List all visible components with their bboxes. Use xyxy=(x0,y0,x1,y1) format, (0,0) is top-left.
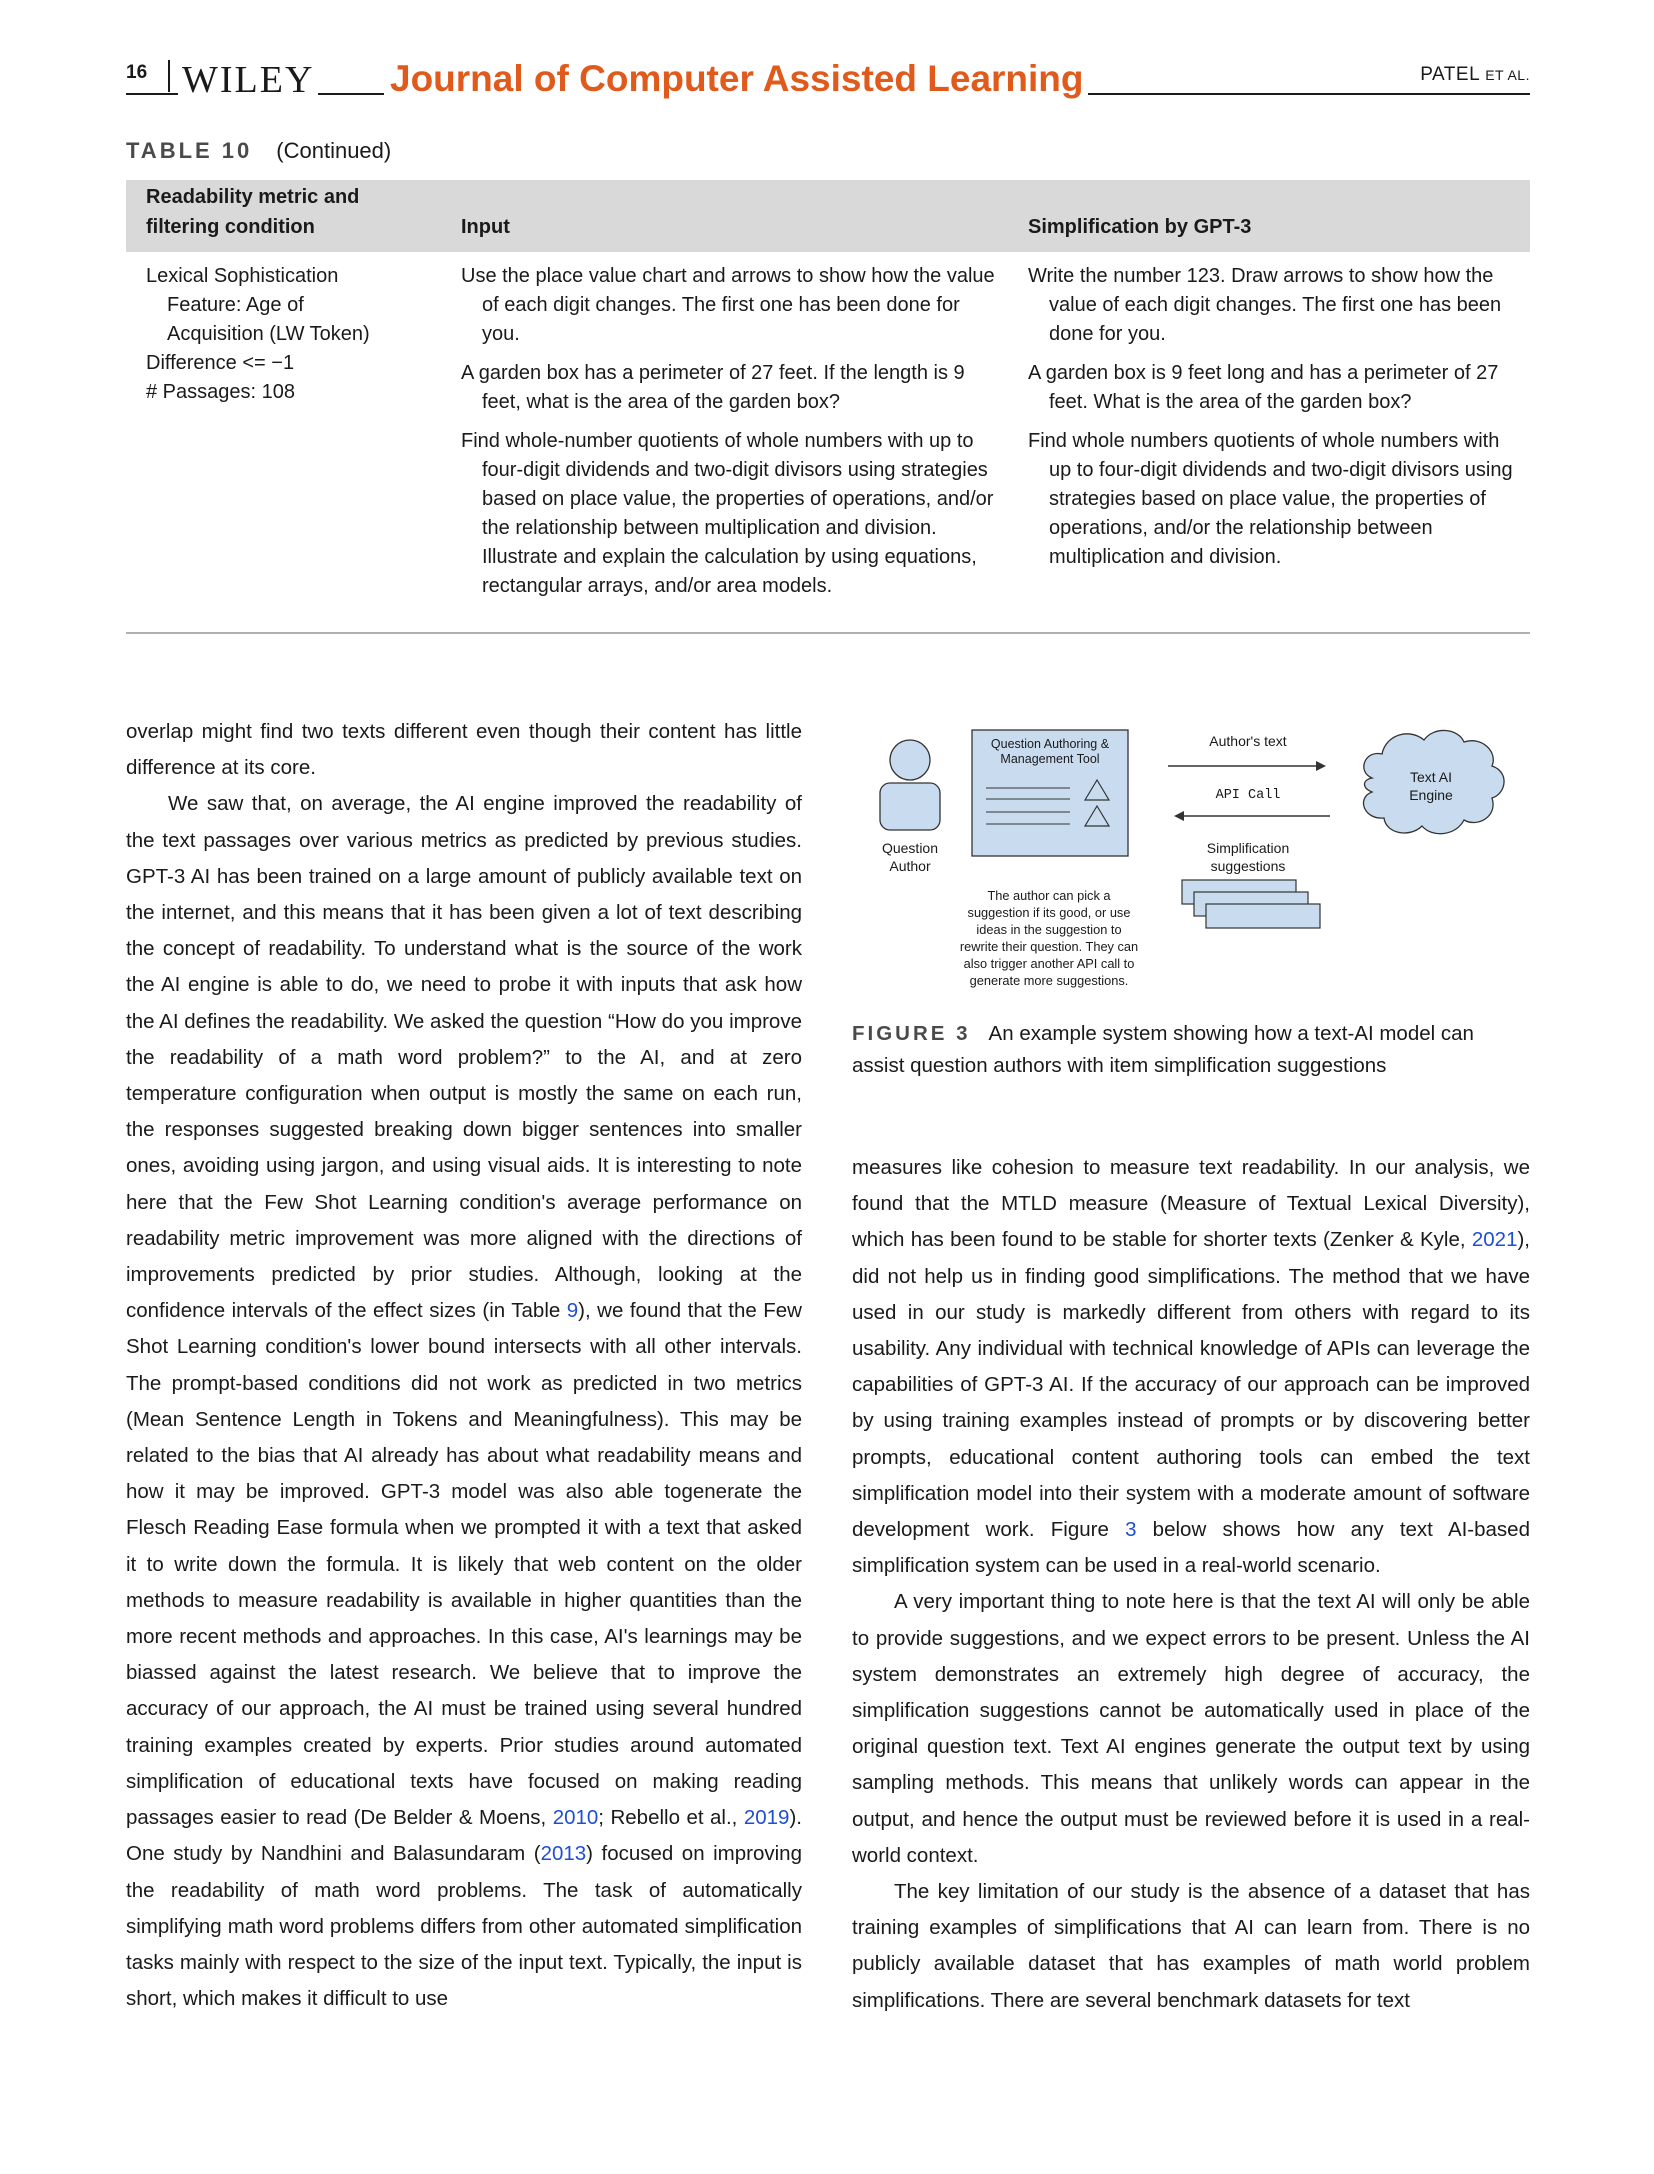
api-call-label: API Call xyxy=(1215,788,1281,803)
citation-link[interactable]: 2021 xyxy=(1471,1228,1518,1252)
tool-title: Question Authoring & xyxy=(990,737,1110,751)
note-line: generate more suggestions. xyxy=(969,973,1129,988)
figure-ref-link[interactable]: 3 xyxy=(1125,1518,1137,1542)
paragraph: A very important thing to note here is that the text AI will only be able to provide suggestions, and we expect errors to be present. Unless the AI system demonstrates an extremely high degree of accuracy, the simplification suggestions cannot be automatically used in place of the original question text. Text AI engines generate the output text by using sampling methods. This means that unlikely words can appear in the output, and hence the output must be reviewed before it is used in a real-world context. xyxy=(852,1590,1530,1867)
running-head: PATEL ET AL. xyxy=(1420,64,1530,85)
author-head-icon xyxy=(890,740,930,780)
engine-label: Engine xyxy=(1409,787,1453,803)
author-body-icon xyxy=(880,783,940,830)
engine-label: Text AI xyxy=(1409,769,1453,785)
table-header-input: Input xyxy=(461,216,510,238)
table-label: TABLE 10 xyxy=(126,138,253,163)
suggestions-label: Simplification xyxy=(1206,840,1290,856)
page-number: 16 xyxy=(126,62,148,83)
table-ref-link[interactable]: 9 xyxy=(566,1299,579,1323)
tool-title: Management Tool xyxy=(1000,752,1100,766)
table-caption: (Continued) xyxy=(276,138,392,163)
note-line: rewrite their question. They can xyxy=(959,939,1139,954)
citation-link[interactable]: 2019 xyxy=(743,1806,790,1830)
simplification-item: Find whole numbers quotients of whole numbers with up to four-digit dividends and two-digit divisors using strategies based on place value, the properties of operations, and/or the relationship between multiplication and division. xyxy=(1028,430,1513,568)
table xyxy=(126,180,1530,704)
table-header-condition: Readability metric and filtering condition xyxy=(146,186,360,238)
note-line: The author can pick a xyxy=(987,888,1111,903)
simplification-item: A garden box is 9 feet long and has a perimeter of 27 feet. What is the area of the garden box? xyxy=(1028,362,1499,413)
input-item: A garden box has a perimeter of 27 feet. If the length is 9 feet, what is the area of the garden box? xyxy=(461,362,965,413)
citation-link[interactable]: 2010 xyxy=(552,1806,599,1830)
input-item: Use the place value chart and arrows to show how the value of each digit changes. The first one has been done for you. xyxy=(461,265,995,345)
table-title xyxy=(126,138,391,164)
authors-text-label: Author's text xyxy=(1209,733,1287,749)
table-cell-condition: Lexical Sophistication Feature: Age of Acquisition (LW Token) Difference <= −1 # Passages: 108 xyxy=(146,265,370,403)
simplification-item: Write the number 123. Draw arrows to show how the value of each digit changes. The first one has been done for you. xyxy=(1028,265,1502,345)
system-diagram xyxy=(852,720,1530,1020)
page-header xyxy=(126,58,1530,102)
figure-label: FIGURE 3 xyxy=(852,1022,971,1045)
publisher-logo: WILEY xyxy=(178,58,318,102)
citation-link[interactable]: 2013 xyxy=(540,1842,587,1866)
paragraph: We saw that, on average, the AI engine improved the readability of the text passages over various metrics as predicted by previous studies. GPT-3 AI has been trained on a large amount of publicly available text on the internet, and this means that it has been given a lot of text describing the concept of readability. To understand what is the source of the work the AI engine is able to do, we need to probe it with inputs that ask how the AI defines the readability. We asked the question “How do you improve the readability of a math word problem?” to the AI, and at zero temperature configuration when output is mostly the same on each run, the responses suggested breaking down bigger sentences into smaller ones, avoiding using jargon, and using visual aids. It is interesting to note here that the Few Shot Learning condition's average performance on readability metric improvement was more aligned with the directions of improvements predicted by prior studies. Although, looking at the confidence intervals of the effect sizes (in Table 9), we found that the Few Shot Learning condition's lower bound intersects with all other intervals. The prompt-based conditions did not work as predicted in two metrics (Mean Sentence Length in Tokens and Meaningfulness). This may be related to the bias that AI already has about what readability means and how it may be improved. GPT-3 model was also able togenerate the Flesch Reading Ease formula when we prompted it with a text that asked it to write down the formula. It is likely that web content on the older methods to measure readability is available in higher quantities than the more recent methods and approaches. In this case, AI's learnings may be biassed against the latest research. We believe that to improve the accuracy of our approach, the AI must be trained using several hundred training examples created by experts. Prior studies around automated simplification of educational texts have focused on making reading passages easier to read (De Belder & Moens, 2010; Rebello et al., 2019). One study by Nandhini and Balasundaram (2013) focused on improving the readability of math word problems. The task of automatically simplifying math word problems differs from other automated simplification tasks mainly with respect to the size of the input text. Typically, the input is short, which makes it difficult to use xyxy=(126,792,802,2011)
note-line: also trigger another API call to xyxy=(963,956,1135,971)
header-divider xyxy=(168,60,170,92)
left-column xyxy=(126,714,802,2017)
author-label: Author xyxy=(889,858,931,874)
table-header-row xyxy=(126,180,1530,252)
note-line: ideas in the suggestion to xyxy=(976,922,1122,937)
right-column xyxy=(852,1150,1530,2019)
table-body xyxy=(126,252,1530,704)
paragraph: measures like cohesion to measure text readability. In our analysis, we found that the MTLD measure (Measure of Textual Lexical Diversity), which has been found to be stable for shorter texts (Zenker & Kyle, 2021), did not help us in finding good simplifications. The method that we have used in our study is markedly different from others with regard to its usability. Any individual with technical knowledge of APIs can leverage the capabilities of GPT-3 AI. If the accuracy of our approach can be improved by using training examples instead of prompts or by discovering better prompts, educational content authoring tools can embed the text simplification model into their system with a moderate amount of software development work. Figure 3 below shows how any text AI-based simplification system can be used in a real-world scenario. xyxy=(852,1156,1530,1578)
table-bottom-rule xyxy=(126,632,1530,634)
journal-title[interactable]: Journal of Computer Assisted Learning xyxy=(384,58,1088,100)
paragraph: The key limitation of our study is the absence of a dataset that has training examples of simplifications that AI can learn from. There is no publicly available dataset that has examples of math world problem simplifications. There are several benchmark datasets for text xyxy=(852,1880,1530,2012)
input-item: Find whole-number quotients of whole numbers with up to four-digit dividends and two-digit divisors using strategies based on place value, the properties of operations, and/or the relationship between multiplication and division. Illustrate and explain the calculation by using equations, rectangular arrays, and/or area models. xyxy=(461,430,994,597)
suggestion-card xyxy=(1206,904,1320,928)
paragraph: overlap might find two texts different even though their content has little difference at its core. xyxy=(126,720,802,780)
suggestions-label: suggestions xyxy=(1210,858,1286,874)
author-label: Question xyxy=(881,840,939,856)
figure-caption-text: An example system showing how a text-AI model can assist question authors with item simplification suggestions xyxy=(852,1022,1474,1077)
table-cell-input xyxy=(461,262,1001,611)
arrowhead-icon xyxy=(1174,811,1184,821)
table-header-simplification: Simplification by GPT-3 xyxy=(1028,216,1252,238)
arrowhead-icon xyxy=(1316,761,1326,771)
figure-caption xyxy=(852,1018,1532,1082)
table-cell-simplification xyxy=(1028,262,1518,582)
note-line: suggestion if its good, or use xyxy=(967,905,1131,920)
